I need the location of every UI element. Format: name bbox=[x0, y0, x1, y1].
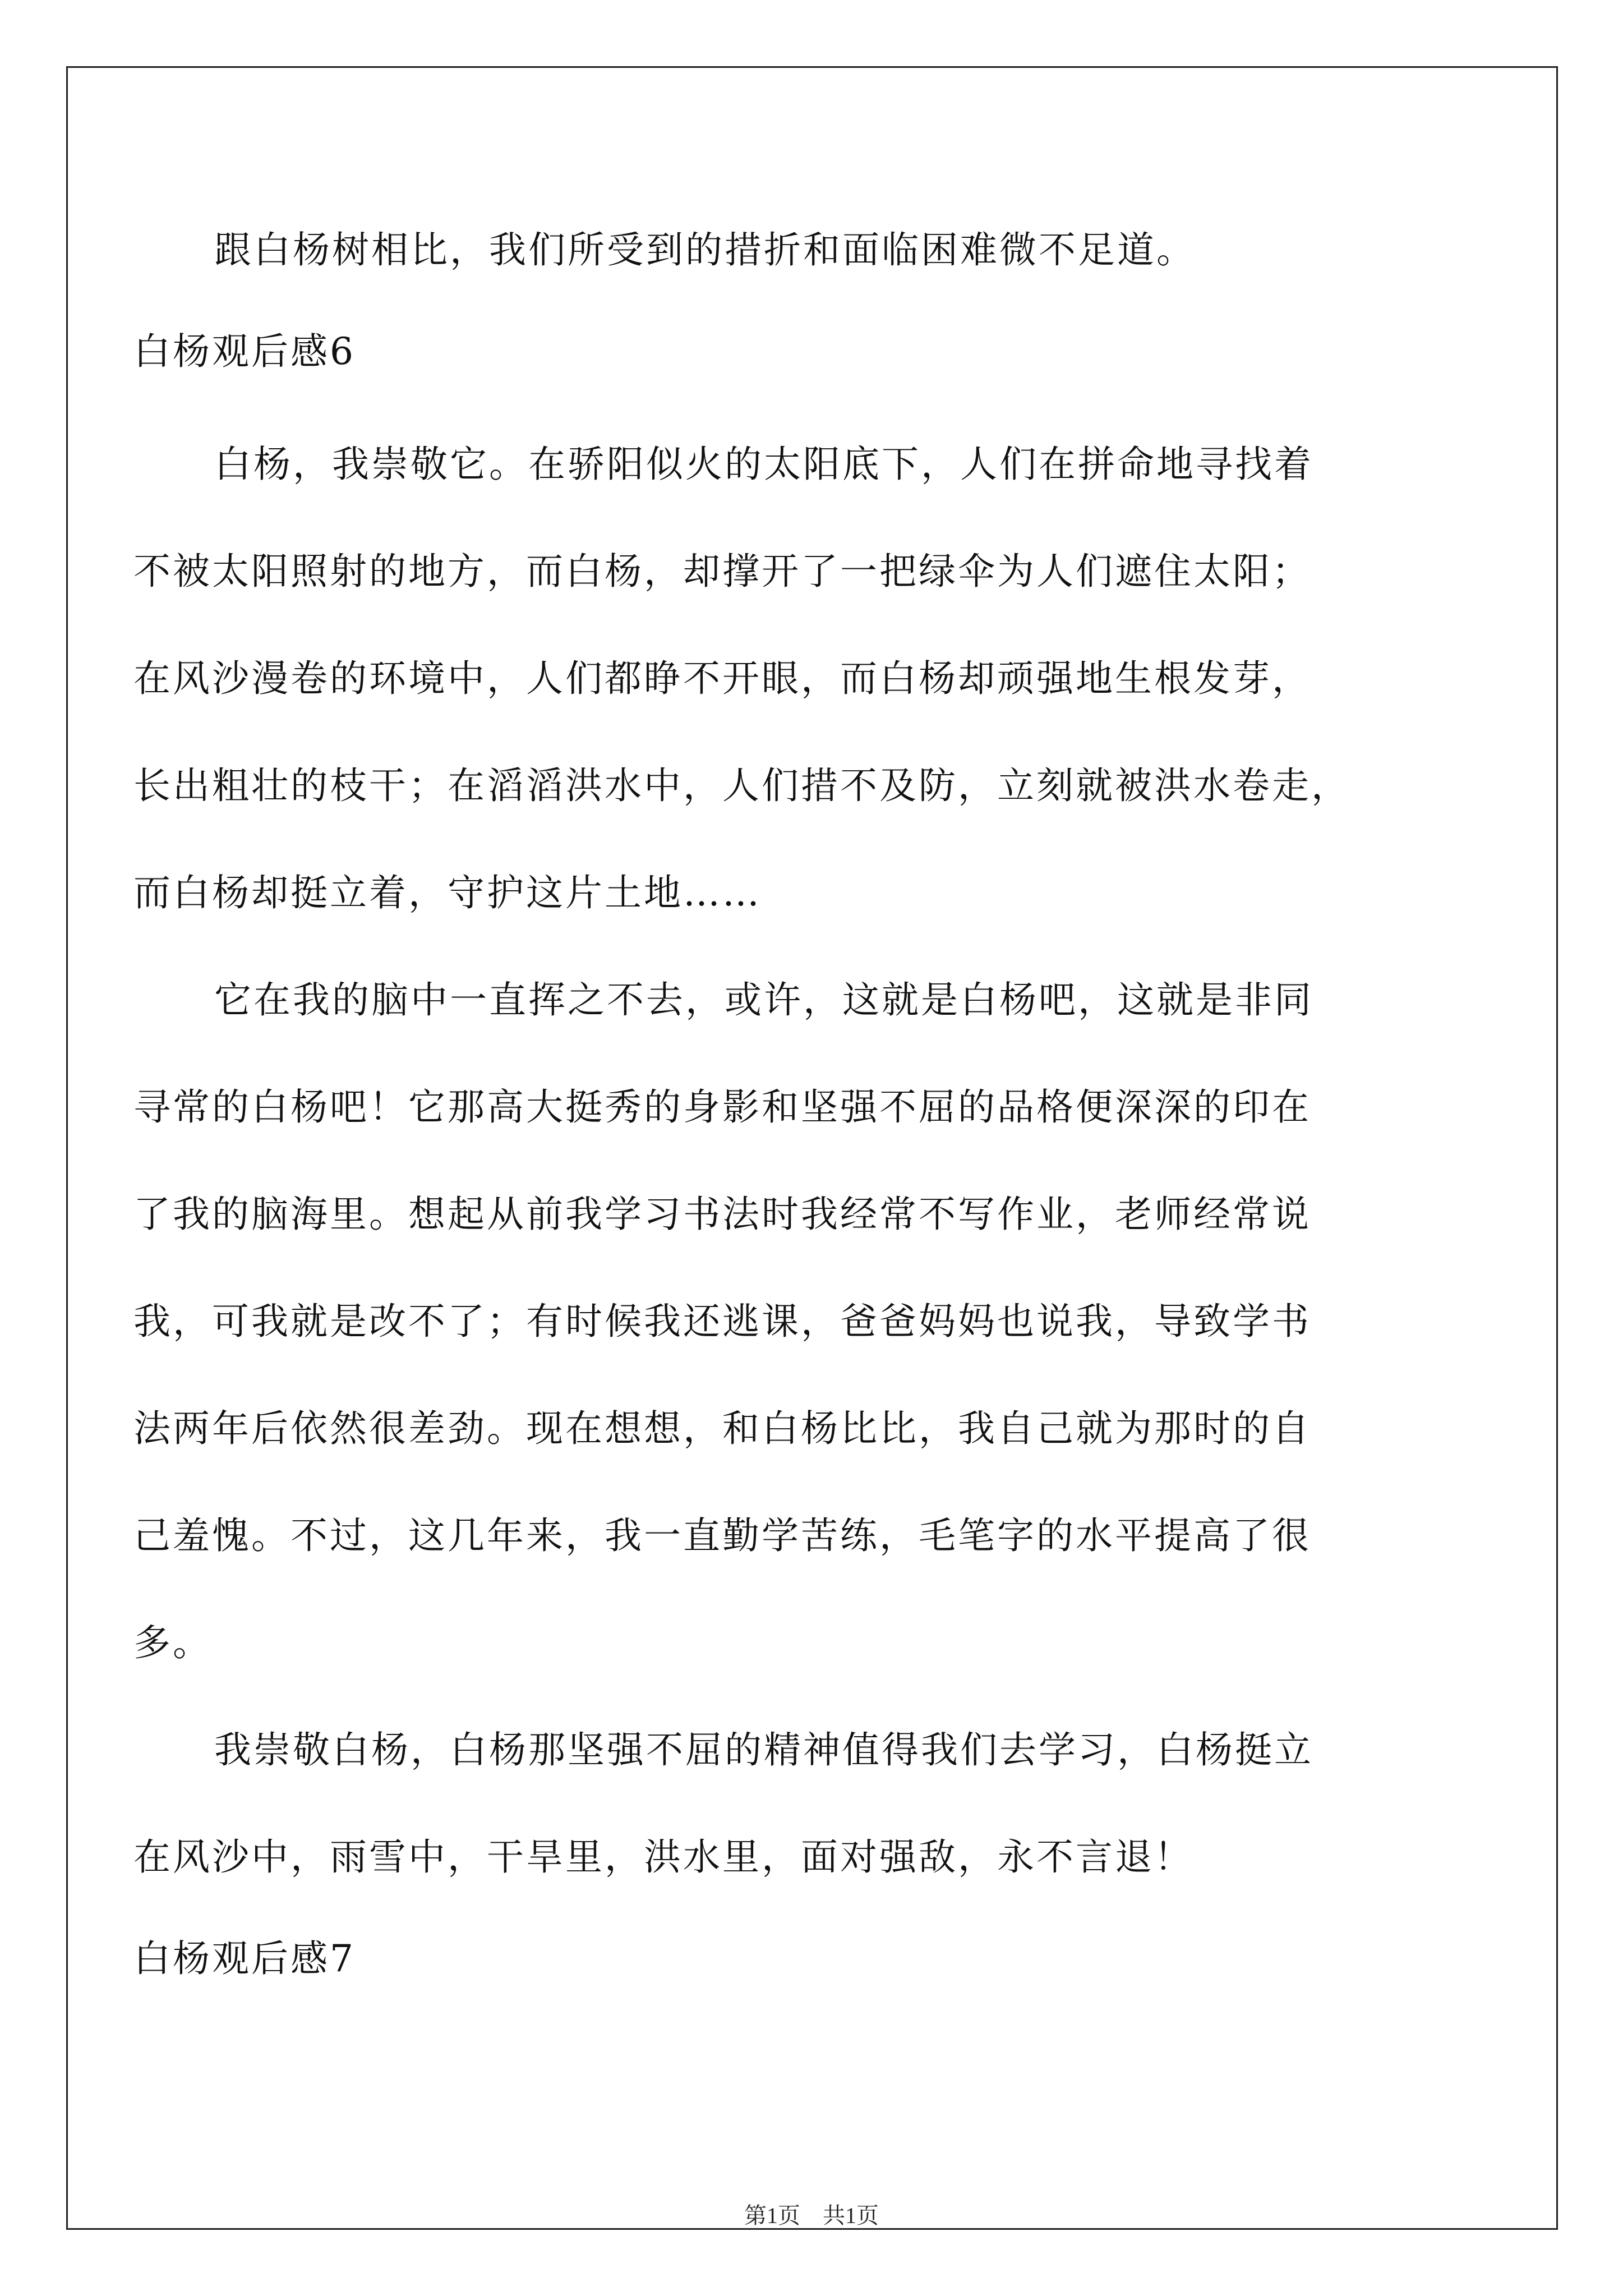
paragraph-line: 多。 bbox=[133, 1621, 212, 1664]
paragraph-line: 在风沙中，雨雪中，干旱里，洪水里，面对强敌，永不言退！ bbox=[133, 1835, 1193, 1879]
section-heading: 白杨观后感6 bbox=[133, 330, 356, 373]
paragraph-line: 了我的脑海里。想起从前我学习书法时我经常不写作业，老师经常说 bbox=[133, 1193, 1311, 1236]
paragraph-line: 跟白杨树相比，我们所受到的措折和面临困难微不足道。 bbox=[214, 228, 1196, 272]
paragraph-line: 我，可我就是改不了；有时候我还逃课，爸爸妈妈也说我，导致学书 bbox=[133, 1300, 1311, 1343]
paragraph-line: 不被太阳照射的地方，而白杨，却撑开了一把绿伞为人们遮住太阳； bbox=[133, 550, 1311, 593]
paragraph-line: 我崇敬白杨，白杨那坚强不屈的精神值得我们去学习，白杨挺立 bbox=[214, 1728, 1313, 1772]
paragraph-line: 己羞愧。不过，这几年来，我一直勤学苦练，毛笔字的水平提高了很 bbox=[133, 1514, 1311, 1557]
page-number-footer: 第1页 共1页 bbox=[744, 2203, 879, 2228]
paragraph-line: 而白杨却挺立着，守护这片土地…… bbox=[133, 871, 762, 914]
paragraph-line: 白杨，我崇敬它。在骄阳似火的太阳底下，人们在拼命地寻找着 bbox=[214, 443, 1313, 486]
paragraph-line: 长出粗壮的枝干；在滔滔洪水中，人们措不及防，立刻就被洪水卷走， bbox=[133, 764, 1350, 807]
paragraph-line: 寻常的白杨吧！它那高大挺秀的身影和坚强不屈的品格便深深的印在 bbox=[133, 1085, 1311, 1129]
section-heading: 白杨观后感7 bbox=[133, 1937, 356, 1980]
paragraph-line: 在风沙漫卷的环境中，人们都睁不开眼，而白杨却顽强地生根发芽， bbox=[133, 657, 1311, 700]
paragraph-line: 它在我的脑中一直挥之不去，或许，这就是白杨吧，这就是非同 bbox=[214, 978, 1313, 1022]
paragraph-line: 法两年后依然很差劲。现在想想，和白杨比比，我自己就为那时的自 bbox=[133, 1407, 1311, 1450]
page-border bbox=[66, 66, 1558, 2230]
